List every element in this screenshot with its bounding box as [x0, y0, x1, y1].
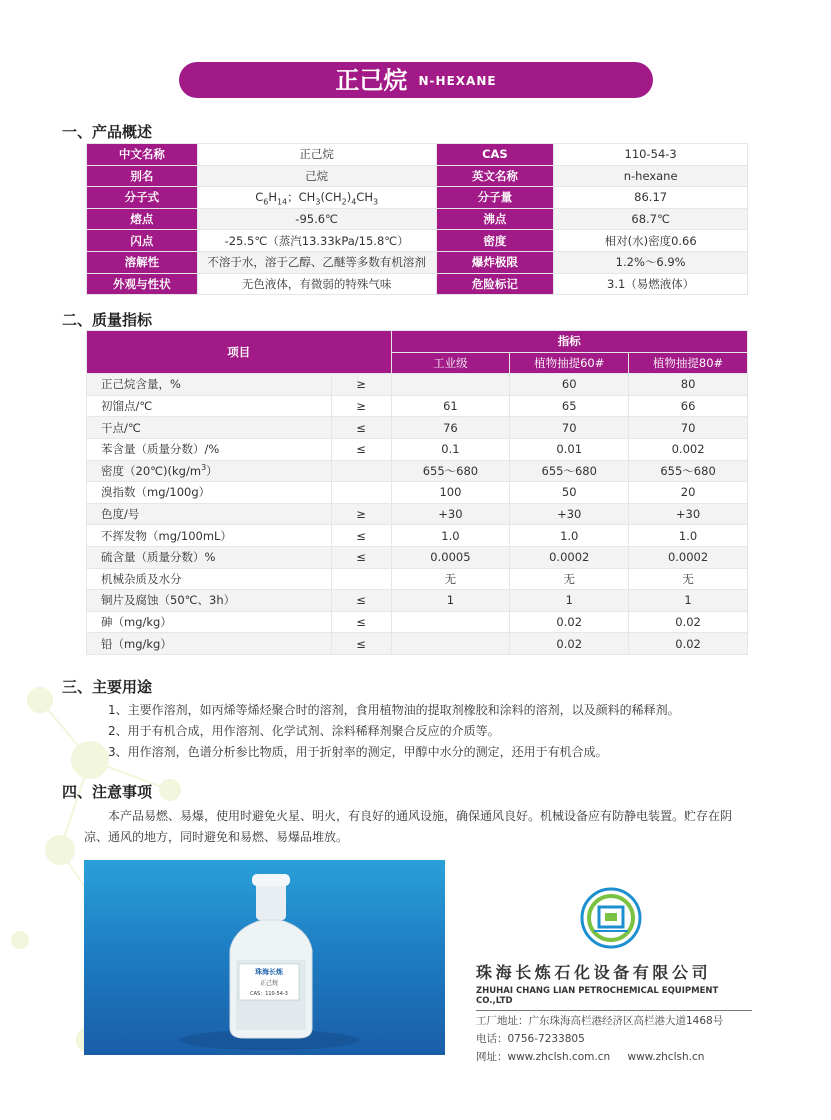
overview-value: 不溶于水，溶于乙醇、乙醚等多数有机溶剂: [197, 251, 436, 273]
quality-name: 干点/℃: [87, 417, 332, 439]
quality-value: 1.0: [391, 525, 510, 547]
quality-value: 76: [391, 417, 510, 439]
company-phone: 电话：0756-7233805: [476, 1033, 585, 1045]
quality-value: 70: [510, 417, 629, 439]
quality-sign: ≤: [331, 611, 391, 633]
overview-key: 危险标记: [436, 273, 554, 295]
quality-name: 硫含量（质量分数）%: [87, 546, 332, 568]
overview-key: 沸点: [436, 208, 554, 230]
quality-value: 65: [510, 395, 629, 417]
quality-row: [87, 525, 748, 547]
overview-key: 别名: [87, 165, 198, 187]
quality-name: 溴指数（mg/100g）: [87, 482, 332, 504]
overview-value: 正己烷: [197, 144, 436, 166]
quality-sign: ≤: [331, 417, 391, 439]
quality-value: 0.0002: [629, 546, 748, 568]
quality-value: 0.0002: [510, 546, 629, 568]
quality-name: 铜片及腐蚀（50℃、3h）: [87, 590, 332, 612]
quality-name: 不挥发物（mg/100mL）: [87, 525, 332, 547]
usage-list: [108, 700, 680, 763]
overview-value: 68.7℃: [554, 208, 748, 230]
quality-value: 50: [510, 482, 629, 504]
overview-value: 相对(水)密度0.66: [554, 230, 748, 252]
quality-value: 0.002: [629, 438, 748, 460]
title-cn: 正己烷: [335, 66, 408, 95]
quality-value: 0.0005: [391, 546, 510, 568]
title-banner: [179, 62, 653, 98]
quality-value: 20: [629, 482, 748, 504]
quality-value: 0.02: [629, 633, 748, 655]
overview-value: 己烷: [197, 165, 436, 187]
quality-row: [87, 546, 748, 568]
quality-value: +30: [510, 503, 629, 525]
quality-name: 初馏点/℃: [87, 395, 332, 417]
quality-sign: ≥: [331, 503, 391, 525]
quality-name: 砷（mg/kg）: [87, 611, 332, 633]
overview-row: [87, 165, 748, 187]
overview-key: 分子量: [436, 187, 554, 209]
overview-key: 闪点: [87, 230, 198, 252]
quality-sign: ≤: [331, 525, 391, 547]
header-grade-60: 植物抽提60#: [510, 352, 629, 374]
quality-sign: ≥: [331, 374, 391, 396]
header-grade-80: 植物抽提80#: [629, 352, 748, 374]
quality-value: 无: [510, 568, 629, 590]
header-index: 指标: [391, 331, 747, 353]
overview-row: [87, 230, 748, 252]
overview-value: 1.2%～6.9%: [554, 251, 748, 273]
quality-value: 0.02: [510, 611, 629, 633]
overview-key: 熔点: [87, 208, 198, 230]
overview-table: [86, 143, 748, 295]
quality-row: [87, 590, 748, 612]
usage-item: 1、主要作溶剂，如丙烯等烯烃聚合时的溶剂，食用植物油的提取剂橡胶和涂料的溶剂，以及颜料的稀释剂。: [108, 703, 680, 717]
quality-sign: ≤: [331, 546, 391, 568]
overview-value: 3.1（易燃液体）: [554, 273, 748, 295]
quality-row: [87, 611, 748, 633]
notice-text: 本产品易燃、易爆，使用时避免火星、明火，有良好的通风设施，确保通风良好。机械设备应有防静电装置。贮存在阴凉、通风的地方，同时避免和易燃、易爆品堆放。: [84, 809, 733, 844]
section-usage-title: 三、主要用途: [62, 678, 153, 696]
quality-value: 61: [391, 395, 510, 417]
quality-sign: [331, 482, 391, 504]
overview-row: [87, 144, 748, 166]
overview-key: 爆炸极限: [436, 251, 554, 273]
quality-value: 无: [629, 568, 748, 590]
quality-sign: ≤: [331, 633, 391, 655]
quality-sign: ≥: [331, 395, 391, 417]
overview-key: 中文名称: [87, 144, 198, 166]
overview-key: 分子式: [87, 187, 198, 209]
quality-row: [87, 374, 748, 396]
quality-value: 0.02: [629, 611, 748, 633]
quality-value: 100: [391, 482, 510, 504]
quality-value: 655～680: [510, 460, 629, 482]
quality-value: 655～680: [629, 460, 748, 482]
quality-value: 1: [629, 590, 748, 612]
quality-value: 655～680: [391, 460, 510, 482]
usage-item: 2、用于有机合成，用作溶剂、化学试剂、涂料稀释剂聚合反应的介质等。: [108, 724, 500, 738]
quality-sign: [331, 460, 391, 482]
quality-row: [87, 438, 748, 460]
section-quality-title: 二、质量指标: [62, 311, 153, 329]
quality-value: [391, 611, 510, 633]
quality-name: 铅（mg/kg）: [87, 633, 332, 655]
usage-item: 3、用作溶剂，色谱分析参比物质，用于折射率的测定，甲醇中水分的测定，还用于有机合成。: [108, 745, 608, 759]
quality-value: [391, 633, 510, 655]
overview-row: [87, 251, 748, 273]
overview-key: CAS: [436, 144, 554, 166]
quality-table: [86, 330, 748, 655]
overview-row: [87, 208, 748, 230]
quality-value: 1.0: [629, 525, 748, 547]
section-overview-title: 一、产品概述: [62, 123, 153, 141]
quality-value: +30: [629, 503, 748, 525]
quality-sign: ≤: [331, 438, 391, 460]
quality-value: 0.02: [510, 633, 629, 655]
quality-value: 1.0: [510, 525, 629, 547]
quality-name: 机械杂质及水分: [87, 568, 332, 590]
company-name-cn: 珠海长炼石化设备有限公司: [476, 963, 712, 982]
overview-value: -25.5℃（蒸汽13.33kPa/15.8℃）: [197, 230, 436, 252]
bottle-cas: CAS：110-54-3: [250, 991, 288, 997]
overview-key: 英文名称: [436, 165, 554, 187]
company-address: 工厂地址：广东珠海高栏港经济区高栏港大道1468号: [476, 1015, 724, 1027]
header-grade-industrial: 工业级: [391, 352, 510, 374]
overview-row: [87, 273, 748, 295]
header-item: 项目: [87, 331, 392, 374]
quality-value: 0.1: [391, 438, 510, 460]
overview-value: $C_6H_{14}$；$CH_3(CH_2)_4CH_3$: [197, 187, 436, 209]
quality-value: 80: [629, 374, 748, 396]
bottle-product: 正己烷: [259, 980, 279, 987]
quality-name: 色度/号: [87, 503, 332, 525]
overview-value: -95.6℃: [197, 208, 436, 230]
quality-value: 1: [510, 590, 629, 612]
overview-value: 110-54-3: [554, 144, 748, 166]
quality-row: [87, 633, 748, 655]
quality-row: [87, 503, 748, 525]
company-website[interactable]: 网址：www.zhclsh.com.cn: [476, 1051, 611, 1063]
quality-name: 密度$(20℃)(kg/m^3)$: [87, 460, 332, 482]
title-en: N-HEXANE: [418, 73, 497, 88]
company-logo-icon: [580, 887, 642, 949]
quality-row: [87, 482, 748, 504]
quality-value: 60: [510, 374, 629, 396]
quality-row: [87, 395, 748, 417]
quality-name: 正己烷含量，%: [87, 374, 332, 396]
overview-value: 86.17: [554, 187, 748, 209]
company-name-en: ZHUHAI CHANG LIAN PETROCHEMICAL EQUIPMENT CO.,LTD: [476, 986, 752, 1011]
overview-value: 无色液体，有微弱的特殊气味: [197, 273, 436, 295]
quality-value: 无: [391, 568, 510, 590]
quality-sign: [331, 568, 391, 590]
overview-row: [87, 187, 748, 209]
company-info: [476, 960, 752, 1065]
overview-key: 外观与性状: [87, 273, 198, 295]
overview-value: n-hexane: [554, 165, 748, 187]
product-photo: [84, 860, 445, 1055]
quality-row: [87, 568, 748, 590]
quality-row: [87, 460, 748, 482]
overview-key: 密度: [436, 230, 554, 252]
quality-value: +30: [391, 503, 510, 525]
quality-value: 0.01: [510, 438, 629, 460]
quality-value: 70: [629, 417, 748, 439]
bottle-brand: 珠海长炼: [255, 968, 283, 976]
quality-value: 1: [391, 590, 510, 612]
company-website-2[interactable]: www.zhclsh.cn: [627, 1051, 705, 1063]
quality-value: [391, 374, 510, 396]
overview-key: 溶解性: [87, 251, 198, 273]
section-notice-title: 四、注意事项: [62, 783, 153, 801]
quality-name: 苯含量（质量分数）/%: [87, 438, 332, 460]
quality-row: [87, 417, 748, 439]
quality-value: 66: [629, 395, 748, 417]
quality-sign: ≤: [331, 590, 391, 612]
